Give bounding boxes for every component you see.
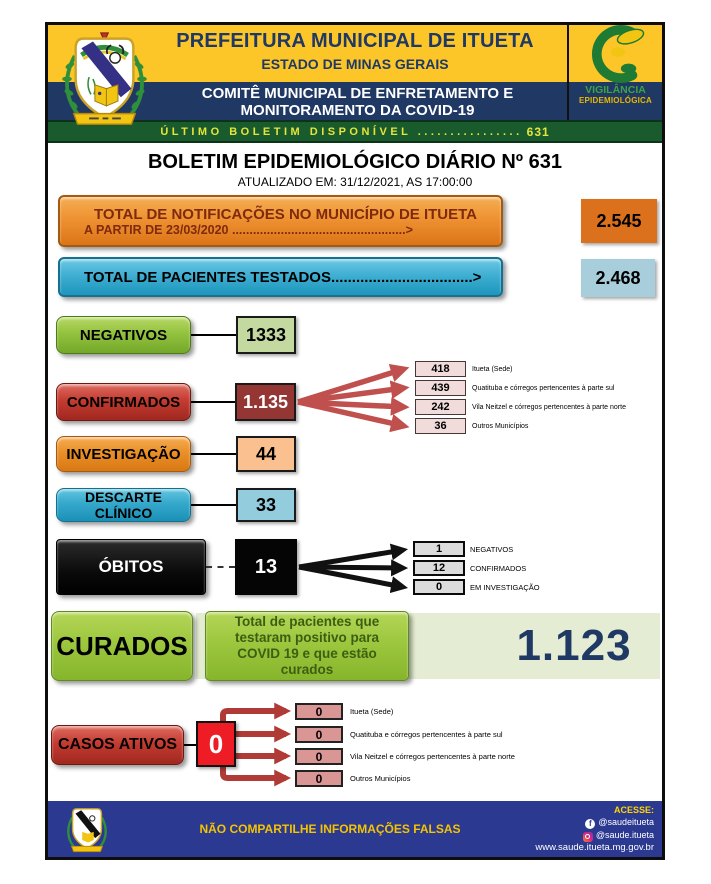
footer-website: www.saude.itueta.mg.gov.br [535,841,654,853]
obitos-breakdown-label: CONFIRMADOS [470,563,527,573]
confirmados-breakdown-label: Quatituba e córregos pertencentes à parte sul [472,384,615,392]
obitos-button: ÓBITOS [56,539,206,595]
casos-breakdown-label: Outros Municípios [350,774,411,783]
confirmados-value: 1.135 [235,383,296,421]
casos-breakdown-value: 0 [295,703,343,720]
casos-breakdown-value: 0 [295,748,343,765]
descarte-clinico-value: 33 [236,488,296,522]
confirmados-button: CONFIRMADOS [56,383,191,421]
footer-crest-icon [62,804,112,854]
org-state: ESTADO DE MINAS GERAIS [261,56,449,72]
ve-label-line1: VIGILÂNCIA [585,84,646,96]
confirmados-breakdown-value: 418 [415,361,466,377]
confirmados-breakdown-label: Itueta (Sede) [472,365,513,373]
casos-ativos-button: CASOS ATIVOS [51,725,184,765]
municipal-crest-icon [56,29,153,129]
committee-title [153,85,562,119]
document-frame [45,22,665,860]
casos-breakdown-label: Itueta (Sede) [350,707,394,716]
casos-breakdown-value: 0 [295,726,343,743]
obitos-breakdown-label: NEGATIVOS [470,544,514,554]
descarte-clinico-button: DESCARTE CLÍNICO [56,488,191,522]
obitos-connector-line [206,566,235,568]
last-bulletin-label: ÚLTIMO BOLETIM DISPONÍVEL ................ [160,125,523,138]
obitos-breakdown-value: 0 [413,579,465,595]
confirmados-arrows-icon [296,355,415,440]
vigilancia-epidemiologica-logo [567,25,662,120]
confirmados-breakdown-value: 242 [415,399,466,415]
bulletin-title: BOLETIM EPIDEMIOLÓGICO DIÁRIO Nº 631 [147,151,562,173]
curados-description: Total de pacientes que testaram positivo para COVID 19 e que estão curados [205,611,409,681]
negativos-connector-line [191,334,236,336]
obitos-breakdown-value: 1 [413,541,465,557]
casos-breakdown-value: 0 [295,770,343,787]
obitos-breakdown-value: 12 [413,560,465,576]
investigacao-connector-line [191,453,236,455]
total-tested-bar: TOTAL DE PACIENTES TESTADOS..................................> [58,257,503,297]
footer-access-label: ACESSE: [613,805,654,815]
confirmados-breakdown-value: 36 [415,418,466,434]
confirmados-breakdown-label: Vila Neitzel e córregos pertencentes à parte norte [472,403,626,411]
bulletin-updated: ATUALIZADO EM: 31/12/2021, AS 17:00:00 [237,175,473,189]
footer-facebook-handle: f @saudeitueta [535,816,654,829]
confirmados-breakdown-label: Outros Municípios [472,422,529,430]
casos-ativos-value: 0 [196,721,236,767]
total-tested-value: 2.468 [581,259,655,297]
descarte-connector-line [191,504,236,506]
casos-breakdown-label: Vila Neitzel e córregos pertencentes à parte norte [350,752,515,761]
confirmados-connector-line [191,401,235,403]
vigilancia-swoosh-icon [571,25,661,83]
total-notifications-line2: A PARTIR DE 23/03/2020 ..................................................> [84,222,413,237]
curados-button: CURADOS [51,611,193,681]
total-notifications-value: 2.545 [581,199,657,243]
ve-label-line2: EPIDEMIOLÓGICA [578,96,653,105]
curados-value: 1.123 [516,621,632,670]
investigacao-value: 44 [236,436,296,472]
negativos-value: 1333 [236,316,296,354]
obitos-arrows-icon [297,539,412,597]
total-notifications-bar [58,195,503,247]
obitos-breakdown-label: EM INVESTIGAÇÃO [470,582,540,592]
committee-line1: COMITÊ MUNICIPAL DE ENFRETAMENTO E [201,85,514,102]
casos-ativos-connector-line [184,744,196,746]
footer-access-block [535,804,654,854]
footer-message: NÃO COMPARTILHE INFORMAÇÕES FALSAS [199,822,461,836]
investigacao-button: INVESTIGAÇÃO [56,436,191,472]
committee-line2: MONITORAMENTO DA COVID-19 [240,102,475,119]
negativos-button: NEGATIVOS [56,316,191,354]
org-title: PREFEITURA MUNICIPAL DE ITUETA [176,30,534,52]
total-notifications-line1: TOTAL DE NOTIFICAÇÕES NO MUNICÍPIO DE ITUETA [93,205,478,223]
obitos-value: 13 [235,539,297,595]
confirmados-breakdown-value: 439 [415,380,466,396]
facebook-icon: f [585,819,595,829]
casos-breakdown-label: Quatituba e córregos pertencentes à parte sul [350,730,503,739]
last-bulletin-number: 631 [526,124,550,139]
footer-band [48,801,662,857]
instagram-icon [583,832,593,842]
footer-instagram-handle: @saude.itueta [535,829,654,842]
